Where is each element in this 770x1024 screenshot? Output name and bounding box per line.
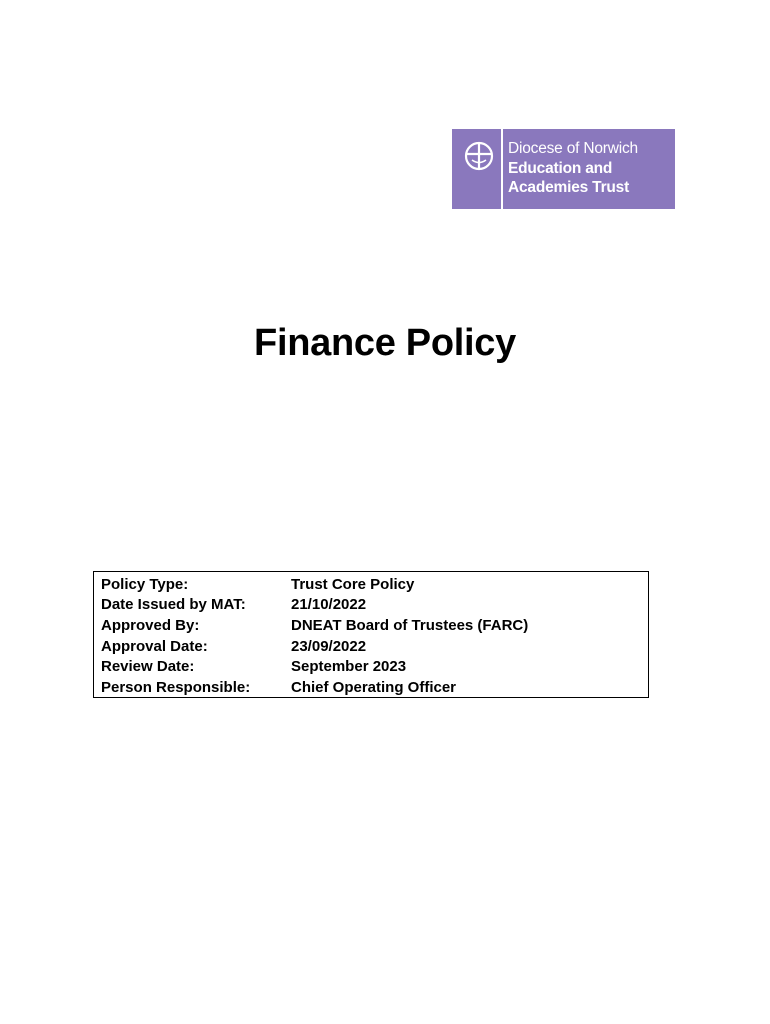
info-label: Date Issued by MAT: (101, 596, 246, 614)
info-label: Policy Type: (101, 575, 189, 593)
info-row-policy-type (94, 574, 648, 595)
cross-circle-icon (464, 141, 494, 171)
info-row-approved-by (94, 615, 648, 636)
page-title: Finance Policy (254, 322, 516, 364)
info-value: September 2023 (291, 658, 407, 676)
info-label: Person Responsible: (101, 678, 251, 696)
info-label: Review Date: (101, 658, 195, 676)
info-value: Chief Operating Officer (291, 678, 457, 696)
logo-line-3: Academies Trust (508, 179, 630, 196)
info-value: 21/10/2022 (291, 596, 367, 614)
info-row-approval-date (94, 636, 648, 657)
info-row-review-date (94, 656, 648, 677)
dneat-logo (452, 129, 675, 209)
info-value: Trust Core Policy (291, 575, 415, 593)
info-label: Approved By: (101, 616, 200, 634)
info-label: Approval Date: (101, 637, 208, 655)
logo-line-2: Education and (508, 159, 613, 177)
info-row-date-issued (94, 595, 648, 616)
info-value: 23/09/2022 (291, 637, 367, 655)
policy-info-table (93, 571, 649, 698)
logo-line-1: Diocese of Norwich (508, 140, 638, 157)
info-row-person-responsible (94, 677, 648, 698)
logo-divider (501, 129, 503, 209)
info-value: DNEAT Board of Trustees (FARC) (291, 616, 529, 634)
logo-text (508, 139, 638, 198)
